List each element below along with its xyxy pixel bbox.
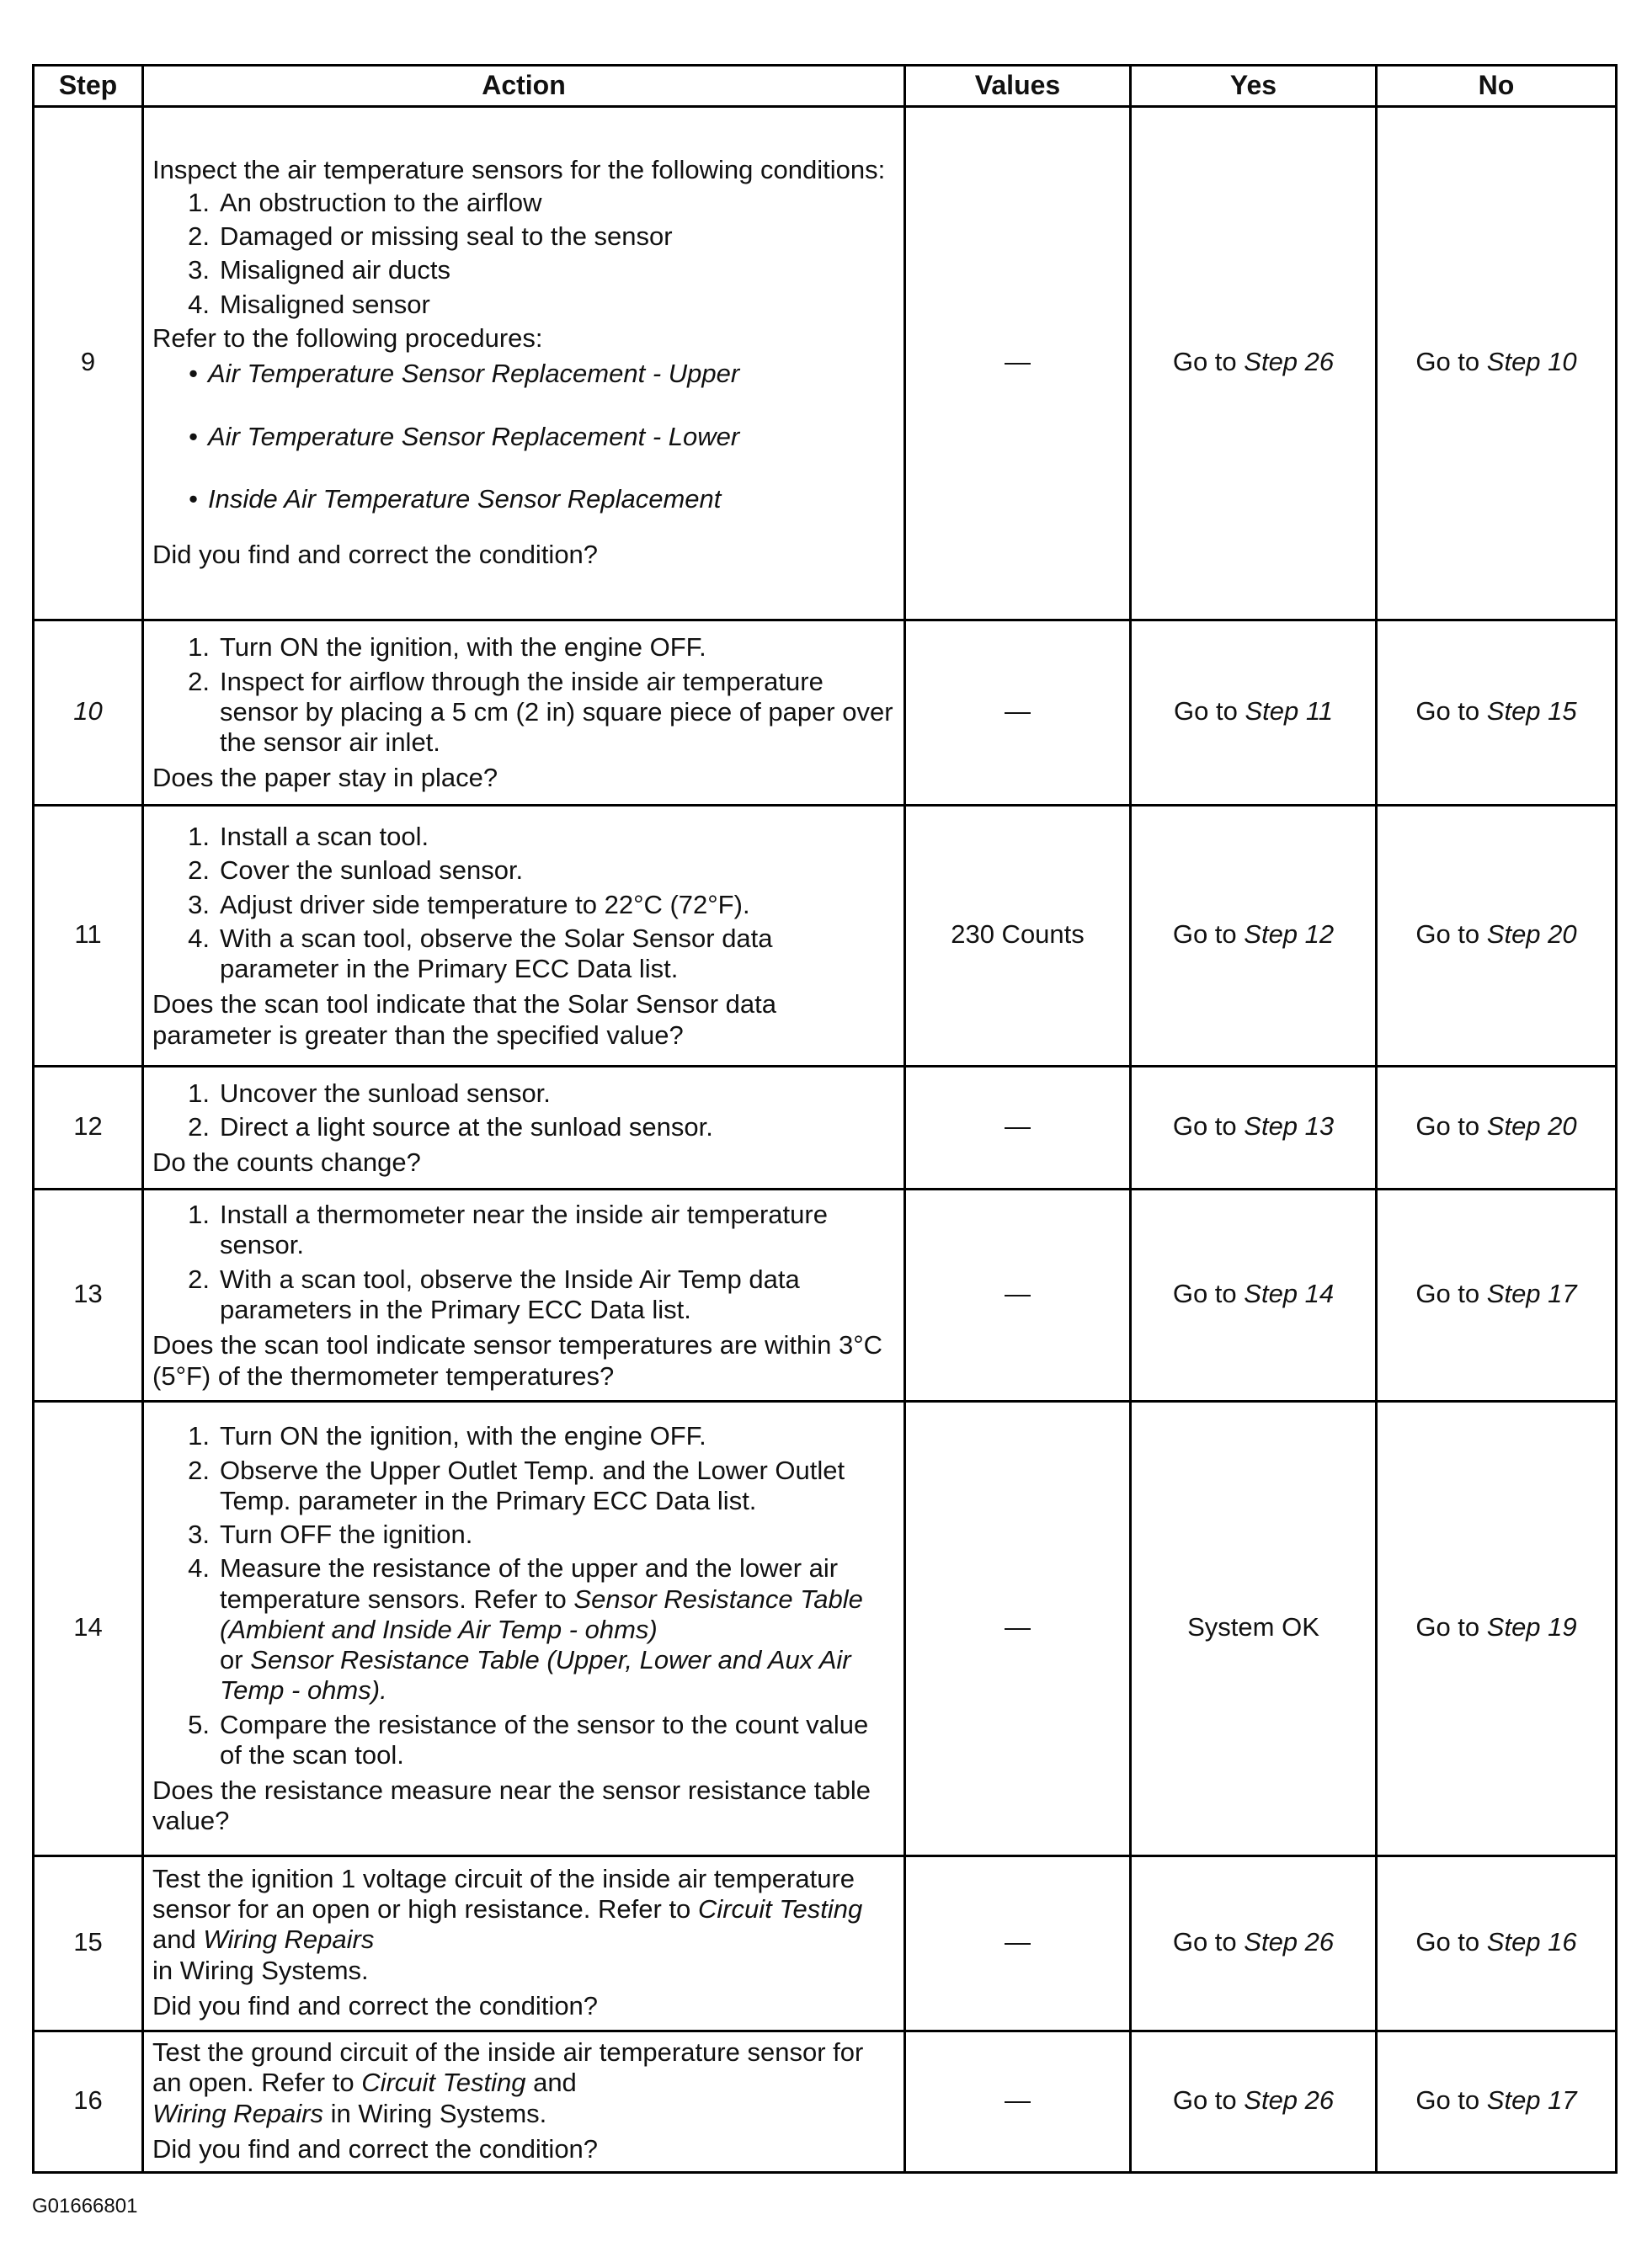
goto-label: Go to	[1172, 347, 1237, 377]
action-question: Does the scan tool indicate sensor temperatures are within 3°C (5°F) of the thermometer temperatures?	[152, 1330, 883, 1391]
item-number: 1.	[188, 187, 210, 217]
list-item	[152, 188, 895, 218]
header-yes: Yes	[1131, 66, 1377, 107]
no-cell	[1377, 107, 1617, 620]
item-number: 2.	[188, 855, 210, 886]
yes-cell	[1131, 1190, 1377, 1402]
goto-label: Go to	[1415, 1927, 1480, 1957]
step-link[interactable]: Step 26	[1244, 347, 1335, 377]
value-cell: —	[905, 1402, 1131, 1856]
action-text	[152, 1864, 895, 1986]
item-number: 1.	[188, 1421, 210, 1451]
step-link[interactable]: Step 15	[1486, 696, 1577, 727]
reference-link[interactable]: Wiring Repairs	[152, 2098, 323, 2128]
item-number: 2.	[188, 666, 210, 696]
action-cell	[143, 1856, 905, 2031]
no-cell	[1377, 1402, 1617, 1856]
item-text: Turn ON the ignition, with the engine OFF.	[220, 1421, 706, 1451]
item-number: 3.	[188, 889, 210, 919]
step-link[interactable]: Step 16	[1486, 1927, 1577, 1957]
header-values: Values	[905, 66, 1131, 107]
refer-text: Refer to the following procedures:	[152, 323, 543, 353]
item-number: 2.	[188, 1264, 210, 1294]
value-cell: —	[905, 2031, 1131, 2173]
item-text: Inspect for airflow through the inside air temperature sensor by placing a 5 cm (2 in) square piece of paper over the sensor air inlet.	[220, 666, 893, 758]
item-number: 2.	[188, 221, 210, 252]
procedure-link[interactable]	[152, 422, 895, 452]
goto-label: Go to	[1172, 1279, 1237, 1309]
action-steps	[152, 188, 895, 320]
no-cell	[1377, 2031, 1617, 2173]
list-item	[152, 1421, 895, 1451]
list-item	[152, 822, 895, 852]
action-steps	[152, 822, 895, 984]
value-cell: —	[905, 620, 1131, 806]
value-cell: 230 Counts	[905, 806, 1131, 1067]
list-item	[152, 255, 895, 285]
list-item	[152, 290, 895, 320]
goto-label: Go to	[1415, 347, 1480, 377]
value-cell: —	[905, 1856, 1131, 2031]
step-number: 15	[34, 1856, 143, 2031]
value-cell: —	[905, 107, 1131, 620]
bullet-icon: •	[189, 359, 198, 389]
goto-label: Go to	[1415, 1612, 1480, 1642]
item-text: Install a scan tool.	[220, 822, 429, 852]
table-row	[34, 1402, 1617, 1856]
action-cell	[143, 1402, 905, 1856]
action-cell	[143, 2031, 905, 2173]
action-cell	[143, 620, 905, 806]
goto-label: Go to	[1172, 2085, 1237, 2116]
goto-label: Go to	[1415, 696, 1480, 727]
list-item	[152, 1200, 895, 1261]
action-question: Does the resistance measure near the sensor resistance table value?	[152, 1776, 871, 1836]
step-link[interactable]: Step 13	[1244, 1111, 1335, 1142]
procedure-title[interactable]: Air Temperature Sensor Replacement - Lower	[208, 421, 740, 451]
header-action: Action	[143, 66, 905, 107]
item-text: Cover the sunload sensor.	[220, 855, 524, 886]
yes-cell	[1131, 2031, 1377, 2173]
goto-label: Go to	[1415, 919, 1480, 950]
yes-cell	[1131, 1856, 1377, 2031]
goto-label: Go to	[1172, 1111, 1237, 1142]
step-link[interactable]: Step 20	[1486, 919, 1577, 950]
item-text: An obstruction to the airflow	[220, 187, 542, 217]
action-intro: Inspect the air temperature sensors for the following conditions:	[152, 154, 886, 184]
result-text: System OK	[1187, 1612, 1319, 1642]
action-cell	[143, 806, 905, 1067]
item-number: 4.	[188, 1553, 210, 1584]
bullet-icon: •	[189, 421, 198, 451]
step-link[interactable]: Step 11	[1245, 696, 1334, 727]
list-item	[152, 1264, 895, 1326]
action-question: Does the scan tool indicate that the Solar Sensor data parameter is greater than the specified value?	[152, 989, 777, 1050]
procedure-link[interactable]	[152, 484, 895, 514]
value-cell: —	[905, 1067, 1131, 1190]
goto-label: Go to	[1415, 2085, 1480, 2116]
item-number: 2.	[188, 1111, 210, 1142]
item-lead: Measure the resistance of the upper and the lower air temperature sensors. Refer to	[220, 1553, 839, 1614]
item-text: Observe the Upper Outlet Temp. and the Lower Outlet Temp. parameter in the Primary ECC Data list.	[220, 1455, 845, 1515]
goto-label: Go to	[1172, 919, 1237, 950]
list-item	[152, 1710, 895, 1771]
step-number: 13	[34, 1190, 143, 1402]
list-item	[152, 924, 895, 985]
action-lead: Test the ignition 1 voltage circuit of the inside air temperature sensor for an open or high resistance. Refer to	[152, 1863, 855, 1925]
item-text: Install a thermometer near the inside air temperature sensor.	[220, 1200, 828, 1260]
list-item	[152, 667, 895, 759]
step-number: 11	[34, 806, 143, 1067]
yes-cell	[1131, 1067, 1377, 1190]
step-number: 12	[34, 1067, 143, 1190]
item-number: 3.	[188, 255, 210, 285]
list-item	[152, 855, 895, 886]
list-item	[152, 1520, 895, 1550]
step-link[interactable]: Step 26	[1244, 1927, 1335, 1957]
item-number: 4.	[188, 289, 210, 319]
no-cell	[1377, 1190, 1617, 1402]
action-tail: in Wiring Systems.	[152, 1955, 369, 1985]
no-cell	[1377, 806, 1617, 1067]
action-cell	[143, 1190, 905, 1402]
table-row	[34, 806, 1617, 1067]
list-item	[152, 1078, 895, 1109]
procedure-links	[152, 359, 895, 514]
action-question: Does the paper stay in place?	[152, 763, 498, 793]
goto-label: Go to	[1173, 696, 1238, 727]
punctuation: .	[380, 1675, 387, 1706]
no-cell	[1377, 620, 1617, 806]
figure-id: G01666801	[32, 2195, 138, 2217]
action-steps	[152, 632, 895, 758]
bullet-icon: •	[189, 483, 198, 514]
step-number: 16	[34, 2031, 143, 2173]
procedure-link[interactable]	[152, 359, 895, 389]
reference-link[interactable]: Circuit Testing	[697, 1894, 863, 1925]
no-cell	[1377, 1856, 1617, 2031]
item-text: Damaged or missing seal to the sensor	[220, 221, 673, 252]
no-cell	[1377, 1067, 1617, 1190]
goto-label: Go to	[1415, 1279, 1480, 1309]
item-text: Direct a light source at the sunload sensor.	[220, 1111, 713, 1142]
step-number: 9	[34, 107, 143, 620]
item-text	[220, 1553, 895, 1706]
value-cell: —	[905, 1190, 1131, 1402]
step-link[interactable]: Step 10	[1486, 347, 1577, 377]
table-row	[34, 620, 1617, 806]
action-question: Did you find and correct the condition?	[152, 540, 599, 570]
conjunction: or	[220, 1645, 243, 1675]
action-text	[152, 2037, 895, 2129]
table-row	[34, 1190, 1617, 1402]
diagnostic-table	[32, 64, 1618, 2174]
step-link[interactable]: Step 17	[1486, 1279, 1577, 1309]
reference-link[interactable]: Circuit Testing	[361, 2068, 526, 2098]
item-text: Adjust driver side temperature to 22°C (72°F).	[220, 889, 750, 919]
action-steps	[152, 1421, 895, 1770]
yes-cell	[1131, 620, 1377, 806]
step-link[interactable]: Step 20	[1486, 1111, 1577, 1142]
action-question: Did you find and correct the condition?	[152, 1990, 599, 2020]
yes-cell	[1131, 1402, 1377, 1856]
action-lead: Test the ground circuit of the inside air temperature sensor for an open. Refer to	[152, 2036, 864, 2098]
goto-label: Go to	[1172, 1927, 1237, 1957]
item-text: With a scan tool, observe the Solar Sensor data parameter in the Primary ECC Data list.	[220, 923, 773, 984]
item-text: With a scan tool, observe the Inside Air Temp data parameters in the Primary ECC Data list.	[220, 1264, 800, 1324]
step-link[interactable]: Step 26	[1244, 2085, 1335, 2116]
step-link[interactable]: Step 12	[1244, 919, 1335, 950]
action-cell	[143, 107, 905, 620]
list-item	[152, 1553, 895, 1706]
list-item	[152, 890, 895, 920]
yes-cell	[1131, 107, 1377, 620]
yes-cell	[1131, 806, 1377, 1067]
conjunction: and	[152, 1925, 196, 1955]
item-number: 1.	[188, 822, 210, 852]
item-number: 3.	[188, 1520, 210, 1550]
item-text: Turn OFF the ignition.	[220, 1520, 473, 1550]
table-row	[34, 1067, 1617, 1190]
procedure-title[interactable]: Inside Air Temperature Sensor Replacement	[208, 483, 722, 514]
reference-link[interactable]: Wiring Repairs	[203, 1925, 375, 1955]
item-text: Uncover the sunload sensor.	[220, 1078, 551, 1108]
item-number: 1.	[188, 1200, 210, 1230]
table-row	[34, 1856, 1617, 2031]
conjunction: and	[533, 2068, 577, 2098]
header-step: Step	[34, 66, 143, 107]
item-number: 1.	[188, 632, 210, 663]
list-item	[152, 1456, 895, 1517]
header-row	[34, 66, 1617, 107]
table-row	[34, 107, 1617, 620]
goto-label: Go to	[1415, 1111, 1480, 1142]
list-item	[152, 1112, 895, 1142]
action-steps	[152, 1078, 895, 1143]
item-text: Compare the resistance of the sensor to the count value of the scan tool.	[220, 1709, 869, 1770]
step-link[interactable]: Step 17	[1486, 2085, 1577, 2116]
step-link[interactable]: Step 14	[1244, 1279, 1335, 1309]
reference-link[interactable]: Sensor Resistance Table (Upper, Lower and Aux Air Temp - ohms)	[220, 1645, 851, 1706]
list-item	[152, 221, 895, 252]
procedure-title[interactable]: Air Temperature Sensor Replacement - Upper	[208, 359, 740, 389]
action-question: Did you find and correct the condition?	[152, 2133, 599, 2164]
table-row	[34, 2031, 1617, 2173]
item-text: Misaligned air ducts	[220, 255, 450, 285]
step-number: 14	[34, 1402, 143, 1856]
step-number: 10	[34, 620, 143, 806]
item-number: 2.	[188, 1455, 210, 1485]
action-tail: in Wiring Systems.	[330, 2098, 547, 2128]
list-item	[152, 632, 895, 663]
header-no: No	[1377, 66, 1617, 107]
item-number: 5.	[188, 1709, 210, 1739]
action-steps	[152, 1200, 895, 1325]
step-link[interactable]: Step 19	[1486, 1612, 1577, 1642]
action-cell	[143, 1067, 905, 1190]
item-text: Turn ON the ignition, with the engine OFF.	[220, 632, 706, 663]
item-number: 1.	[188, 1078, 210, 1108]
item-number: 4.	[188, 923, 210, 953]
action-question: Do the counts change?	[152, 1147, 421, 1178]
item-text: Misaligned sensor	[220, 289, 430, 319]
reference-link[interactable]: Sensor Resistance Table (Ambient and Inside Air Temp - ohms)	[220, 1584, 863, 1644]
